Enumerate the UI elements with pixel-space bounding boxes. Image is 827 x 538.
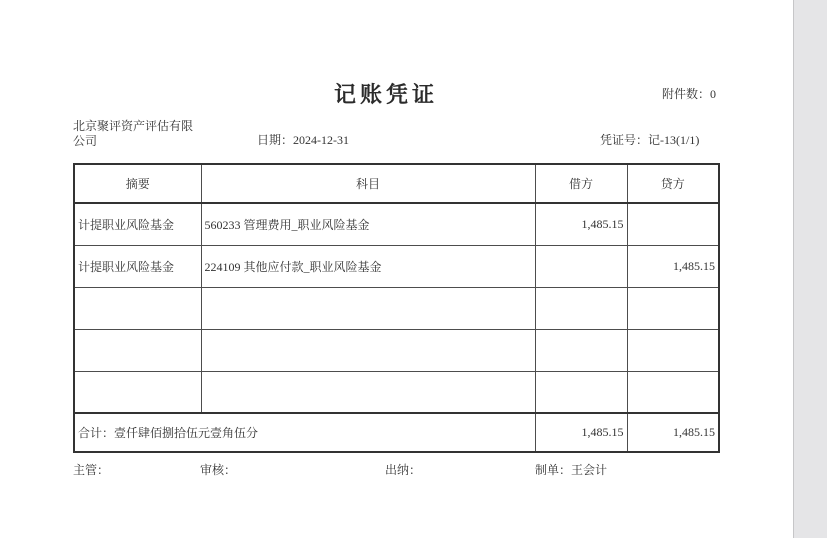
attachment-count-value: 0	[710, 87, 717, 101]
cell-summary	[74, 287, 201, 329]
voucher-number-value: 记-13(1/1)	[648, 133, 700, 147]
cell-summary: 计提职业风险基金	[74, 245, 201, 287]
company-name: 北京聚评资产评估有限公司	[73, 119, 194, 148]
col-header-summary: 摘要	[74, 164, 201, 203]
table-row	[74, 203, 719, 245]
cell-credit	[627, 287, 719, 329]
total-credit: 1,485.15	[627, 413, 719, 452]
table-total-row	[74, 413, 719, 452]
cell-account	[201, 287, 535, 329]
voucher-number-label: 凭证号：	[600, 133, 649, 147]
table-row	[74, 245, 719, 287]
col-header-account: 科目	[201, 164, 535, 203]
cell-account	[201, 329, 535, 371]
supervisor-signature: 主管：	[73, 463, 110, 477]
preparer-name: 王会计	[571, 463, 608, 477]
voucher-date-line	[257, 131, 349, 148]
cell-debit	[535, 329, 627, 371]
cell-account: 224109 其他应付款_职业风险基金	[201, 245, 535, 287]
cell-credit	[627, 203, 719, 245]
col-header-debit: 借方	[535, 164, 627, 203]
date-label: 日期：	[257, 133, 294, 147]
cell-credit: 1,485.15	[627, 245, 719, 287]
cell-credit	[627, 371, 719, 413]
total-debit: 1,485.15	[535, 413, 627, 452]
cell-debit: 1,485.15	[535, 203, 627, 245]
table-row	[74, 371, 719, 413]
cell-summary	[74, 329, 201, 371]
date-value: 2024-12-31	[293, 133, 350, 147]
cell-debit	[535, 287, 627, 329]
cell-debit	[535, 245, 627, 287]
preparer-label: 制单：	[535, 463, 572, 477]
signature-footer	[0, 461, 792, 477]
col-header-credit: 贷方	[627, 164, 719, 203]
cell-summary: 计提职业风险基金	[74, 203, 201, 245]
cell-credit	[627, 329, 719, 371]
page-title: 记账凭证	[333, 82, 438, 107]
cell-account: 560233 管理费用_职业风险基金	[201, 203, 535, 245]
cell-debit	[535, 371, 627, 413]
total-label: 合计：壹仟肆佰捌拾伍元壹角伍分	[74, 413, 535, 452]
attachment-count-label: 附件数：	[662, 87, 711, 101]
voucher-number-line	[600, 131, 699, 148]
cell-account	[201, 371, 535, 413]
reviewer-signature: 审核：	[200, 463, 237, 477]
preparer-signature	[535, 461, 607, 478]
table-row	[74, 329, 719, 371]
table-header-row	[74, 164, 719, 203]
attachment-count-line	[662, 85, 716, 102]
cell-summary	[74, 371, 201, 413]
cashier-signature: 出纳：	[385, 463, 422, 477]
table-row	[74, 287, 719, 329]
voucher-table	[73, 163, 720, 453]
viewer-side-gutter	[793, 0, 827, 538]
